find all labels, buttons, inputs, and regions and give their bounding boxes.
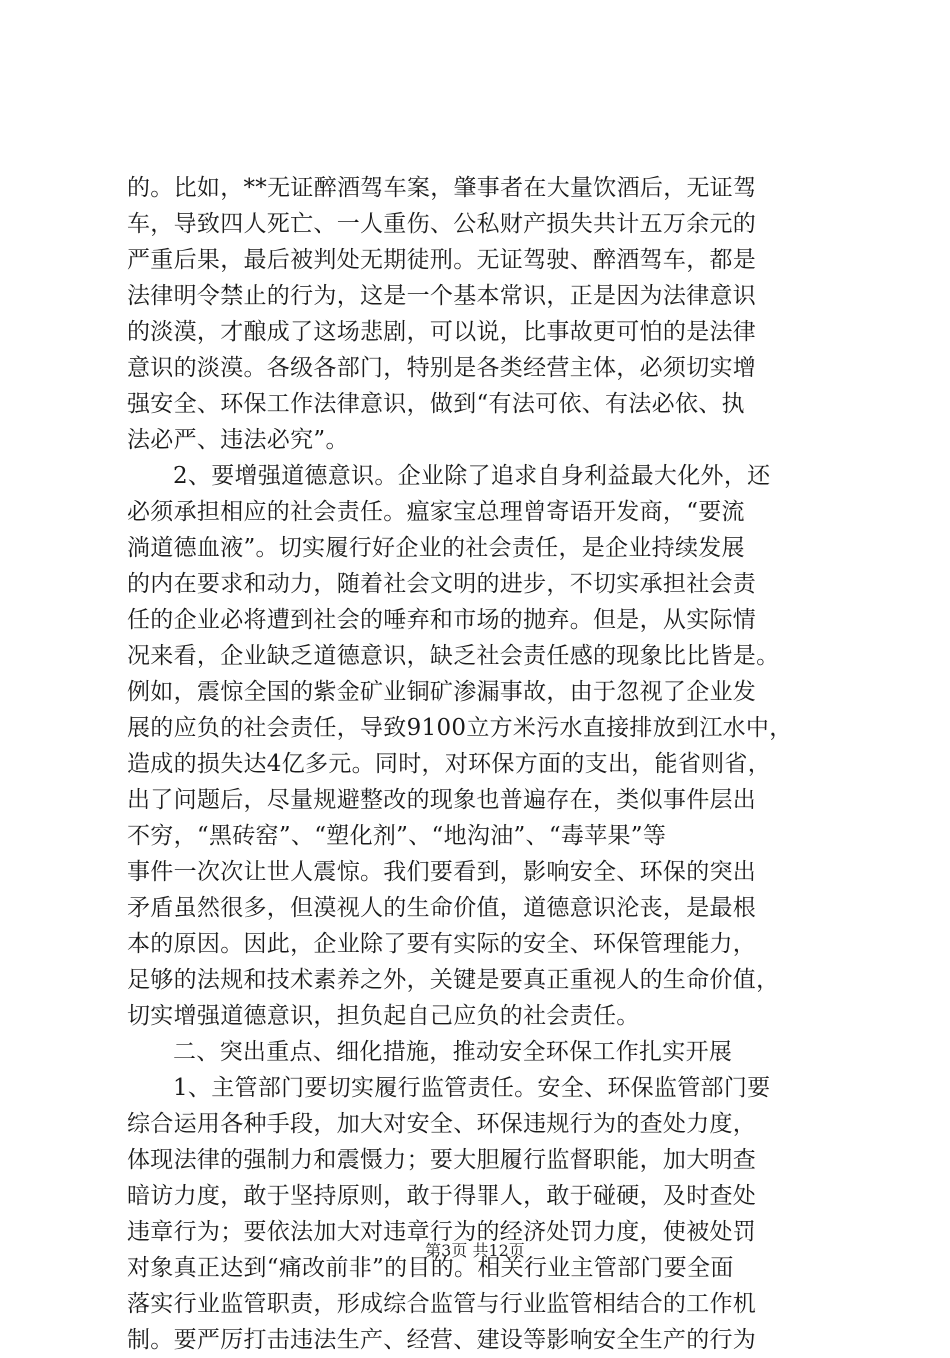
paragraph-start-line: 1、主管部门要切实履行监管责任。安全、环保监管部门要 <box>173 1075 771 1101</box>
text-line: 不穷，“黑砖窑”、“塑化剂”、“地沟油”、“毒苹果”等 <box>127 823 667 849</box>
text-line: 制。要严厉打击违法生产、经营、建设等影响安全生产的行为 <box>127 1327 757 1353</box>
text-line: 例如，震惊全国的紫金矿业铜矿渗漏事故，由于忽视了企业发 <box>127 679 757 705</box>
text-line: 的内在要求和动力，随着社会文明的进步，不切实承担社会责 <box>127 571 757 597</box>
text-line: 法必严、违法必究”。 <box>127 427 349 453</box>
text-line: 足够的法规和技术素养之外，关键是要真正重视人的生命价值， <box>127 967 780 993</box>
text-line: 况来看，企业缺乏道德意识，缺乏社会责任感的现象比比皆是。 <box>127 643 780 669</box>
page-number-footer: 第3页 共12页 <box>425 1241 525 1260</box>
text-line: 对象真正达到“痛改前非”的目的。相关行业主管部门要全面 <box>127 1255 734 1281</box>
text-line: 矛盾虽然很多，但漠视人的生命价值，道德意识沦丧，是最根 <box>127 895 757 921</box>
text-line: 的。比如，**无证醉酒驾车案，肇事者在大量饮酒后，无证驾 <box>127 175 757 201</box>
text-line: 违章行为；要依法加大对违章行为的经济处罚力度，使被处罚 <box>127 1219 757 1245</box>
paragraph-start-line: 2、要增强道德意识。企业除了追求自身利益最大化外，还 <box>173 463 771 489</box>
text-line: 切实增强道德意识，担负起自己应负的社会责任。 <box>127 1003 640 1029</box>
text-line: 必须承担相应的社会责任。瘟家宝总理曾寄语开发商，“要流 <box>127 499 745 525</box>
document-body <box>127 170 832 1358</box>
text-line: 暗访力度，敢于坚持原则，敢于得罪人，敢于碰硬，及时查处 <box>127 1183 757 1209</box>
text-line: 法律明令禁止的行为，这是一个基本常识，正是因为法律意识 <box>127 283 757 309</box>
text-line: 体现法律的强制力和震慑力；要大胆履行监督职能，加大明查 <box>127 1147 757 1173</box>
text-line: 严重后果，最后被判处无期徒刑。无证驾驶、醉酒驾车，都是 <box>127 247 757 273</box>
text-line: 事件一次次让世人震惊。我们要看到，影响安全、环保的突出 <box>127 859 757 885</box>
text-line: 强安全、环保工作法律意识，做到“有法可依、有法必依、执 <box>127 391 745 417</box>
text-line: 车，导致四人死亡、一人重伤、公私财产损失共计五万余元的 <box>127 211 757 237</box>
text-line: 综合运用各种手段，加大对安全、环保违规行为的查处力度， <box>127 1111 757 1137</box>
text-line: 展的应负的社会责任，导致9100立方米污水直接排放到江水中， <box>127 715 793 741</box>
text-line: 淌道德血液”。切实履行好企业的社会责任，是企业持续发展 <box>127 535 745 561</box>
text-line: 本的原因。因此，企业除了要有实际的安全、环保管理能力， <box>127 931 757 957</box>
section-heading: 二、突出重点、细化措施，推动安全环保工作扎实开展 <box>173 1039 733 1065</box>
text-line: 落实行业监管职责，形成综合监管与行业监管相结合的工作机 <box>127 1291 757 1317</box>
text-line: 任的企业必将遭到社会的唾弃和市场的抛弃。但是，从实际情 <box>127 607 757 633</box>
text-line: 出了问题后，尽量规避整改的现象也普遍存在，类似事件层出 <box>127 787 757 813</box>
text-line: 造成的损失达4亿多元。同时，对环保方面的支出，能省则省， <box>127 751 772 777</box>
text-line: 意识的淡漠。各级各部门，特别是各类经营主体，必须切实增 <box>127 355 757 381</box>
text-line: 的淡漠，才酿成了这场悲剧，可以说，比事故更可怕的是法律 <box>127 319 757 345</box>
